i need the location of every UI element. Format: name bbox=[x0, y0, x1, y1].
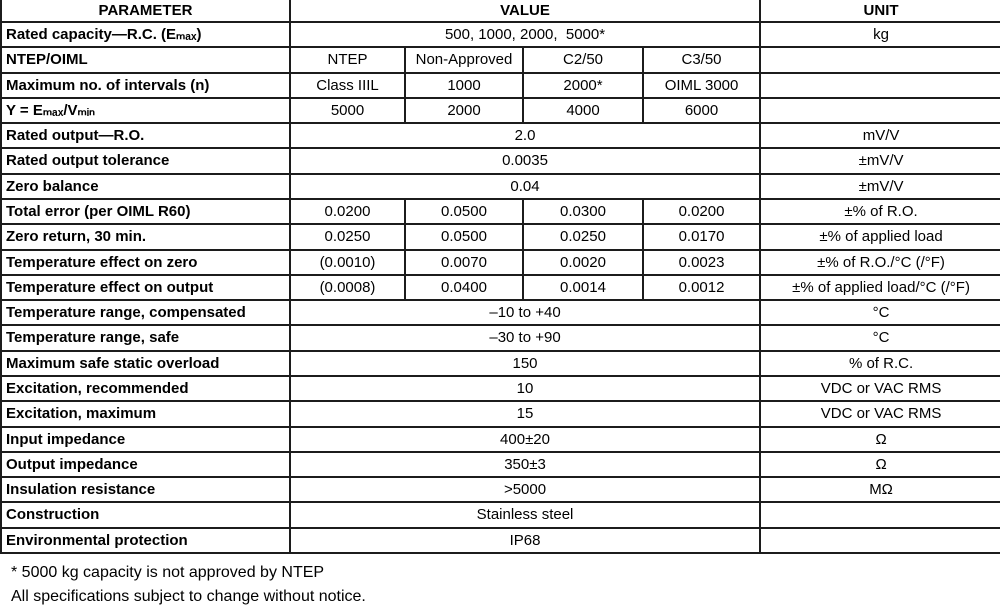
table-row bbox=[1, 98, 1000, 123]
header-row bbox=[1, 0, 1000, 22]
table-row bbox=[1, 174, 1000, 199]
value-subcell: NTEP bbox=[290, 47, 405, 72]
value-cell: –30 to +90 bbox=[290, 325, 760, 350]
value-cell: >5000 bbox=[290, 477, 760, 502]
parameter-cell: Excitation, maximum bbox=[1, 401, 290, 426]
header-value: VALUE bbox=[290, 0, 760, 22]
parameter-cell: Temperature effect on output bbox=[1, 275, 290, 300]
parameter-cell: Rated output tolerance bbox=[1, 148, 290, 173]
unit-cell: VDC or VAC RMS bbox=[760, 376, 1000, 401]
unit-cell: ±mV/V bbox=[760, 174, 1000, 199]
value-subcell: C3/50 bbox=[643, 47, 760, 72]
value-subcell: (0.0008) bbox=[290, 275, 405, 300]
unit-cell: % of R.C. bbox=[760, 351, 1000, 376]
value-cell: –10 to +40 bbox=[290, 300, 760, 325]
value-cell: 400±20 bbox=[290, 427, 760, 452]
table-row bbox=[1, 300, 1000, 325]
parameter-cell: Input impedance bbox=[1, 427, 290, 452]
value-subcell: 1000 bbox=[405, 73, 523, 98]
value-cell: 15 bbox=[290, 401, 760, 426]
value-subcell: 0.0200 bbox=[643, 199, 760, 224]
table-row bbox=[1, 123, 1000, 148]
unit-cell: ±% of R.O. bbox=[760, 199, 1000, 224]
footnotes bbox=[0, 554, 1000, 609]
table-row bbox=[1, 22, 1000, 47]
unit-cell: MΩ bbox=[760, 477, 1000, 502]
value-cell: 0.0035 bbox=[290, 148, 760, 173]
table-row bbox=[1, 148, 1000, 173]
parameter-cell: Y = Eₘₐₓ/Vₘᵢₙ bbox=[1, 98, 290, 123]
parameter-cell: Insulation resistance bbox=[1, 477, 290, 502]
value-subcell: 0.0300 bbox=[523, 199, 643, 224]
table-row bbox=[1, 73, 1000, 98]
table-row bbox=[1, 250, 1000, 275]
unit-cell: °C bbox=[760, 300, 1000, 325]
value-subcell: 0.0500 bbox=[405, 199, 523, 224]
unit-cell bbox=[760, 47, 1000, 72]
value-subcell: 0.0012 bbox=[643, 275, 760, 300]
unit-cell bbox=[760, 502, 1000, 527]
value-subcell: 0.0070 bbox=[405, 250, 523, 275]
value-subcell: 6000 bbox=[643, 98, 760, 123]
parameter-cell: Temperature range, compensated bbox=[1, 300, 290, 325]
value-cell: 150 bbox=[290, 351, 760, 376]
value-cell: 0.04 bbox=[290, 174, 760, 199]
table-row bbox=[1, 325, 1000, 350]
value-subcell: 0.0020 bbox=[523, 250, 643, 275]
unit-cell: Ω bbox=[760, 452, 1000, 477]
unit-cell: Ω bbox=[760, 427, 1000, 452]
value-subcell: 5000 bbox=[290, 98, 405, 123]
unit-cell: ±% of applied load/°C (/°F) bbox=[760, 275, 1000, 300]
value-subcell: 2000 bbox=[405, 98, 523, 123]
parameter-cell: Zero return, 30 min. bbox=[1, 224, 290, 249]
value-subcell: 0.0014 bbox=[523, 275, 643, 300]
parameter-cell: Temperature effect on zero bbox=[1, 250, 290, 275]
header-unit: UNIT bbox=[760, 0, 1000, 22]
value-subcell: 0.0500 bbox=[405, 224, 523, 249]
value-subcell: 0.0250 bbox=[290, 224, 405, 249]
value-subcell: 2000* bbox=[523, 73, 643, 98]
value-cell: 2.0 bbox=[290, 123, 760, 148]
unit-cell: ±% of R.O./°C (/°F) bbox=[760, 250, 1000, 275]
value-cell: Stainless steel bbox=[290, 502, 760, 527]
unit-cell: VDC or VAC RMS bbox=[760, 401, 1000, 426]
unit-cell bbox=[760, 98, 1000, 123]
parameter-cell: Maximum no. of intervals (n) bbox=[1, 73, 290, 98]
unit-cell: ±mV/V bbox=[760, 148, 1000, 173]
unit-cell bbox=[760, 73, 1000, 98]
parameter-cell: Output impedance bbox=[1, 452, 290, 477]
unit-cell: ±% of applied load bbox=[760, 224, 1000, 249]
unit-cell: kg bbox=[760, 22, 1000, 47]
table-row bbox=[1, 351, 1000, 376]
table-row bbox=[1, 47, 1000, 72]
value-subcell: (0.0010) bbox=[290, 250, 405, 275]
value-subcell: 0.0170 bbox=[643, 224, 760, 249]
table-row bbox=[1, 427, 1000, 452]
table-row bbox=[1, 528, 1000, 553]
table-row bbox=[1, 477, 1000, 502]
value-cell: 500, 1000, 2000, 5000* bbox=[290, 22, 760, 47]
parameter-cell: Rated output—R.O. bbox=[1, 123, 290, 148]
unit-cell: °C bbox=[760, 325, 1000, 350]
footnote-disclaimer: All specifications subject to change without notice. bbox=[11, 588, 366, 605]
unit-cell: mV/V bbox=[760, 123, 1000, 148]
parameter-cell: Maximum safe static overload bbox=[1, 351, 290, 376]
value-cell: IP68 bbox=[290, 528, 760, 553]
parameter-cell: Zero balance bbox=[1, 174, 290, 199]
parameter-cell: Environmental protection bbox=[1, 528, 290, 553]
value-subcell: 0.0023 bbox=[643, 250, 760, 275]
parameter-cell: Excitation, recommended bbox=[1, 376, 290, 401]
parameter-cell: Construction bbox=[1, 502, 290, 527]
value-subcell: 0.0250 bbox=[523, 224, 643, 249]
value-subcell: OIML 3000 bbox=[643, 73, 760, 98]
table-row bbox=[1, 452, 1000, 477]
table-body bbox=[1, 22, 1000, 553]
value-subcell: 0.0200 bbox=[290, 199, 405, 224]
unit-cell bbox=[760, 528, 1000, 553]
table-row bbox=[1, 502, 1000, 527]
value-subcell: Non-Approved bbox=[405, 47, 523, 72]
table-row bbox=[1, 199, 1000, 224]
value-subcell: 0.0400 bbox=[405, 275, 523, 300]
value-subcell: 4000 bbox=[523, 98, 643, 123]
parameter-cell: Rated capacity—R.C. (Eₘₐₓ) bbox=[1, 22, 290, 47]
table-row bbox=[1, 275, 1000, 300]
table-row bbox=[1, 401, 1000, 426]
footnote-capacity-approval: * 5000 kg capacity is not approved by NTEP bbox=[11, 564, 325, 581]
value-cell: 10 bbox=[290, 376, 760, 401]
parameter-cell: NTEP/OIML bbox=[1, 47, 290, 72]
table-row bbox=[1, 376, 1000, 401]
value-subcell: C2/50 bbox=[523, 47, 643, 72]
parameter-cell: Temperature range, safe bbox=[1, 325, 290, 350]
parameter-cell: Total error (per OIML R60) bbox=[1, 199, 290, 224]
table-row bbox=[1, 224, 1000, 249]
header-parameter: PARAMETER bbox=[1, 0, 290, 22]
value-subcell: Class IIIL bbox=[290, 73, 405, 98]
value-cell: 350±3 bbox=[290, 452, 760, 477]
